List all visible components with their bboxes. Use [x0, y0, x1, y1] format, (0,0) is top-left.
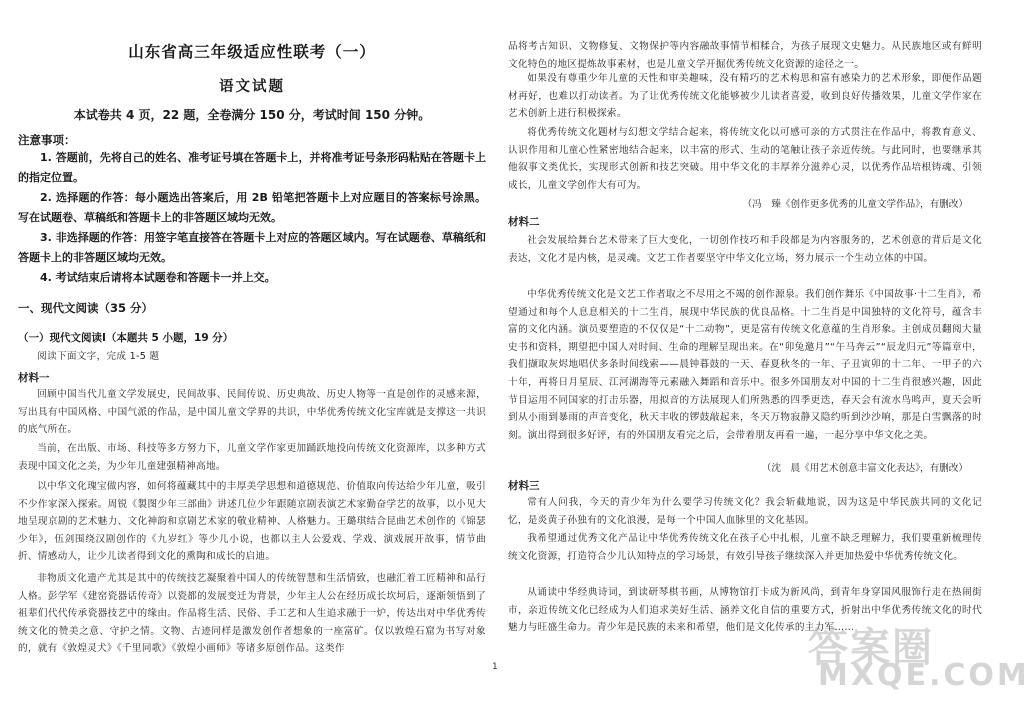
paragraph: 将优秀传统文化题材与幻想文学结合起来，将传统文化以可感可亲的方式贯注在作品中，将教育意义、认识作用和儿童心性紧密地结合起来，以丰富的形式、生动的笔触让孩子亲近传统。与此同时，也要继承其他叙事文类优长，实现形式创新和技艺突破。用中华文化的丰厚养分滋养心灵，以优秀作品培根铸魂、引领成长，儿童文学创作大有可为。	[508, 127, 982, 191]
paragraph: 我希望通过优秀文化产品让中华优秀传统文化在孩子心中扎根，儿童不缺乏理解力，我们要重新梳理传统文化资源，打造符合少儿认知特点的学习场景，有效引导孩子继续深入并更加热爱中华优秀传统文化。	[508, 533, 982, 562]
paragraph: 常有人问我，今天的青少年为什么要学习传统文化？我会斩截地说，因为这是中华民族共同的文化记忆，是炎黄子孙独有的文化浪漫，是每一个中国人血脉里的文化基因。	[508, 497, 982, 526]
section-title: 一、现代文阅读（35 分）	[18, 301, 154, 315]
material-label: 材料三	[508, 480, 540, 492]
material-label: 材料二	[508, 216, 540, 228]
instruction: 阅读下面文字，完成 1-5 题	[37, 351, 160, 362]
note-item: 2. 选择题的作答：每小题选出答案后，用 2B 铅笔把答题卡上对应题目的答案标号涂黑。写在试题卷、草稿纸和答题卡上的非答题区域均无效。	[18, 191, 486, 224]
paragraph: 从诵读中华经典诗词，到读研琴棋书画，从博物馆打卡成为新风尚，到青年身穿国风服饰行走在热闹街市，亲近传统文化已经成为人们追求美好生活、涵养文化自信的重要方式，折射出中华优秀传统文化的时代魅力与旺盛生命力。青少年是民族的未来和希望，他们是文化传承的主力军……	[508, 587, 982, 634]
note-item: 4. 考试结束后请将本试题卷和答题卡一并上交。	[40, 271, 276, 284]
watermark-brand: 答案圈	[808, 625, 934, 671]
paragraph: 当前，在出版、市场、科技等多方努力下，儿童文学作家更加踊跃地投向传统文化资源库，以多种方式表现中国文化之美，为少年儿童建强精神高地。	[18, 443, 486, 472]
watermark-logo	[808, 622, 1030, 693]
notes-heading: 注意事项：	[18, 133, 76, 147]
paragraph: 非物质文化遗产尤其是其中的传统技艺凝聚着中国人的传统智慧和生活情致，也融汇着工匠精神和品行人格。彭学军《建窑瓷器话传奇》以瓷都的发展变迁为背景，少年主人公在经历成长坎坷后，逐渐领悟到了祖辈们代代传承瓷器技艺中的缘由。作品将生活、民俗、手工艺和人生追求融于一炉，传达出对中华优秀传统文化的赞美之意、守护之情。文物、古迹同样是激发创作者想象的一座富矿。仅以敦煌石窟为书写对象的，就有《敦煌灵犬》《千里同歌》《敦煌小画师》等诸多原创作品。这类作	[18, 573, 486, 655]
material-label: 材料一	[18, 372, 50, 384]
note-item: 1. 答题前，先将自己的姓名、准考证号填在答题卡上，并将准考证号条形码粘贴在答题卡上的指定位置。	[18, 151, 486, 184]
paragraph: 社会发展给舞台艺术带来了巨大变化，一切创作技巧和手段都是为内容服务的，艺术创意的背后是文化表达，文化才是内核，是灵魂。文艺工作者要坚守中华文化立场，努力展示一个生动立体的中国。	[508, 235, 982, 264]
watermark-domain: MXQE.COM	[818, 658, 1030, 693]
exam-title: 山东省高三年级适应性联考（一）	[128, 43, 376, 61]
paragraph: 如果没有尊重少年儿童的天性和审美趣味，没有精巧的艺术构思和富有感染力的艺术形象，即便作品题材再好，也难以打动读者。为了让优秀传统文化能够被少儿读者喜爱，收到良好传播效果，儿童文学作家在艺术创新上进行积极探索。	[508, 73, 982, 120]
exam-meta: 本试卷共 4 页，22 题，全卷满分 150 分，考试时间 150 分钟。	[73, 108, 431, 122]
source-citation: （沈 晨《用艺术创意丰富文化表达》，有删改）	[761, 463, 968, 474]
subject-title: 语文试题	[219, 79, 285, 95]
paragraph: 品将考古知识、文物修复、文物保护等内容融故事情节相糅合，为孩子展现文史魅力。从民族地区或有鲜明文化特色的地区提炼故事素材，也是儿童文学开掘优秀传统文化资源的途径之一。	[508, 41, 982, 70]
page-number: 1	[492, 662, 498, 672]
source-citation: （冯 臻《创作更多优秀的儿童文学作品》，有删改）	[742, 199, 968, 210]
paragraph: 以中华文化瑰宝做内容，如何将蕴藏其中的丰厚美学思想和道德规范、价值取向传达给少年儿童，吸引不少作家深入探索。周锐《製图少年三部曲》讲述几位少年跟随京剧表演艺术家勤奋学艺的故事，以小见大地呈现京剧的艺术魅力、文化神韵和京剧艺术家的敬业精神、人格魅力。王璐琪结合昆曲艺术创作的《锦瑟少年》，伍剑围绕汉剧创作的《九岁红》等少儿小说，也都以主人公爱戏、学戏、演戏展开故事，情节曲折、情感动人，让少儿读者得到文化的熏陶和成长的启迪。	[18, 481, 486, 563]
note-item: 3. 非选择题的作答：用签字笔直接答在答题卡上对应的答题区域内。写在试题卷、草稿纸和答题卡上的非答题区域均无效。	[18, 231, 486, 264]
paragraph: 回顾中国当代儿童文学发展史，民间故事、民间传说、历史典故、历史人物等一直是创作的灵感来源，写出具有中国风格、中国气派的作品，是中国儿童文学界的共识，中华优秀传统文化宝库就是支撑这一共识的底气所在。	[18, 389, 486, 436]
paragraph: 中华优秀传统文化是文艺工作者取之不尽用之不竭的创作源泉。我们创作舞乐《中国故事·十二生肖》，希望通过和每个人息息相关的十二生肖，展现中华民族的优良品格。十二生肖是中国独特的文化符号，蕴含丰富的文化内涵。演员要塑造的不仅仅是“十二动物”，更是富有传统文化意蕴的生肖形象。主创成员翻阅大量史书和资料，期望把中国人对时间、生命的理解呈现出来。在“卯兔邀月”“午马奔云”“辰龙归元”等篇章中，我们撷取灰烬地唱伏多条时间线索——晨钟暮鼓的一天、春夏秋冬的一年、子丑寅卯的十二年、一甲子的六十年，再将日月星辰、江河湖海等元素融入舞蹈和音乐中。很多外国朋友对中国的十二生肖很感兴趣，因此节目运用不同国家的打击乐器，用拟音的方法展现人们所熟悉的四季更迭，春天会有流水鸟鸣声，夏天会听到从小雨到暴雨的声音变化，秋天丰收的锣鼓敲起来，冬天万物寂静又隐约听到沙沙响，那是白雪飘落的时刻。演出得到很多好评，有的外国朋友看完之后，会带着朋友再看一遍，一起分享中华文化之美。	[508, 289, 982, 441]
subsection-title: （一）现代文阅读Ⅰ（本题共 5 小题，19 分）	[18, 332, 234, 344]
